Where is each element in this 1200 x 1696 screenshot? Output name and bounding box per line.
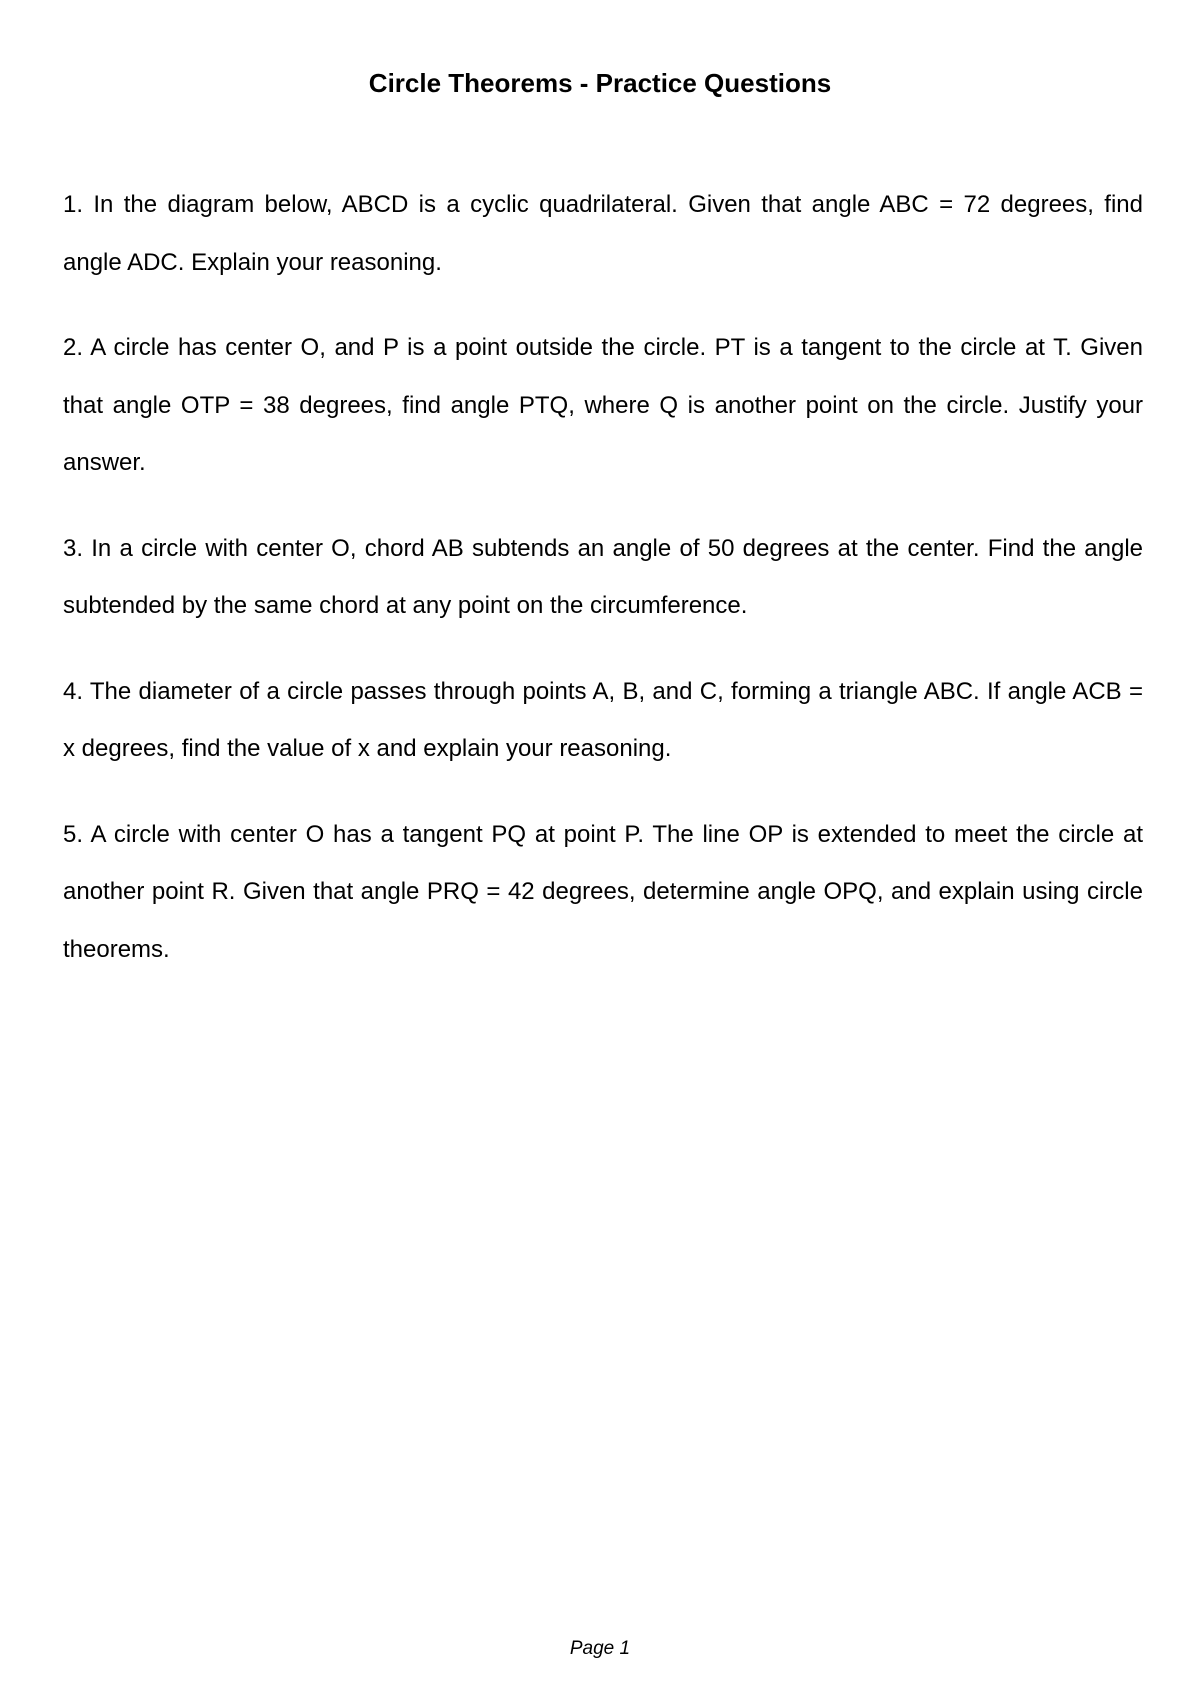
question-3: 3. In a circle with center O, chord AB subtends an angle of 50 degrees at the center. Find the angle subtended by the same chord at any point on the circumference. [63, 534, 1143, 619]
question-5: 5. A circle with center O has a tangent PQ at point P. The line OP is extended to meet the circle at another point R. Given that angle PRQ = 42 degrees, determine angle OPQ, and explain using circle theorems. [63, 820, 1143, 963]
question-2: 2. A circle has center O, and P is a point outside the circle. PT is a tangent to the circle at T. Given that angle OTP = 38 degrees, find angle PTQ, where Q is another point on the circle. Justify your answer. [63, 334, 1143, 476]
page-number-footer: Page 1 [569, 1638, 631, 1659]
page-title: Circle Theorems - Practice Questions [368, 68, 832, 98]
question-list [63, 176, 1143, 1006]
question-4: 4. The diameter of a circle passes through points A, B, and C, forming a triangle ABC. If angle ACB = x degrees, find the value of x and explain your reasoning. [63, 677, 1143, 762]
question-1: 1. In the diagram below, ABCD is a cyclic quadrilateral. Given that angle ABC = 72 degrees, find angle ADC. Explain your reasoning. [63, 191, 1143, 276]
